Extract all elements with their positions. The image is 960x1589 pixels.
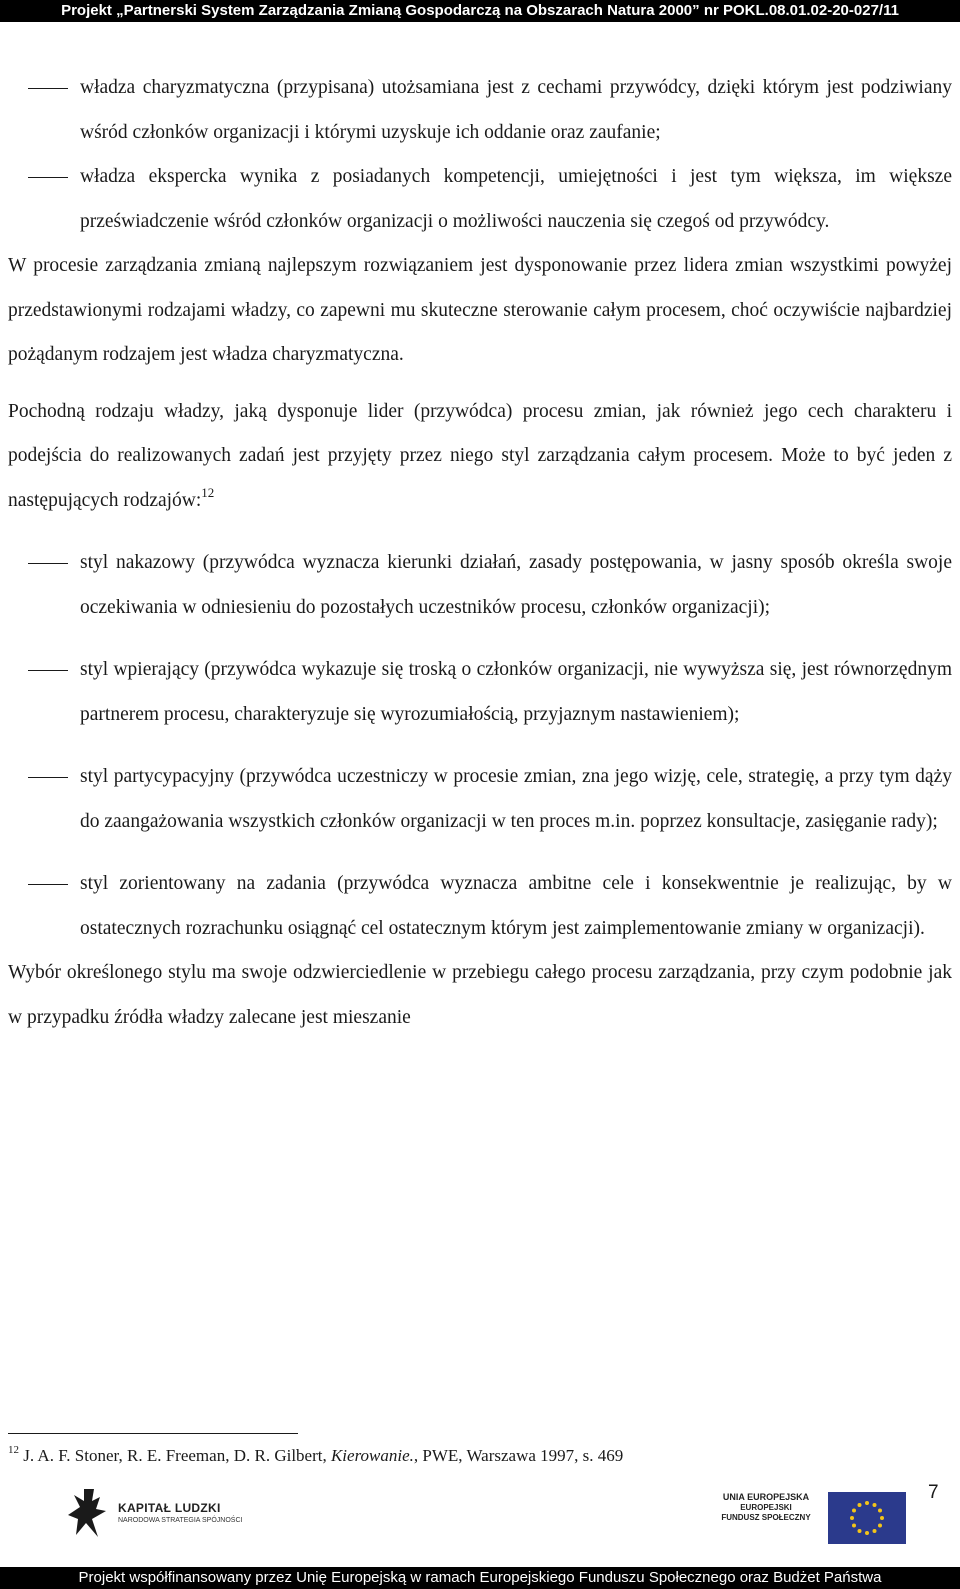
dash-bullet: [28, 177, 68, 178]
dash-bullet: [28, 563, 68, 564]
paragraph: [8, 390, 952, 524]
kapital-ludzki-subtitle: NARODOWA STRATEGIA SPÓJNOŚCI: [118, 1517, 243, 1524]
kapital-ludzki-logo: [66, 1485, 243, 1545]
eu-star-icon: [865, 1501, 869, 1505]
footnote-ref: 12: [201, 484, 215, 500]
kapital-ludzki-title: KAPITAŁ LUDZKI: [118, 1501, 221, 1515]
list-item: [8, 541, 952, 630]
eu-star-icon: [873, 1529, 877, 1533]
footnote-divider: [8, 1433, 298, 1434]
eu-star-icon: [880, 1516, 884, 1520]
eu-star-icon: [865, 1531, 869, 1535]
eu-logo-line3: FUNDUSZ SPOŁECZNY: [721, 1513, 811, 1522]
eu-star-icon: [858, 1503, 862, 1507]
list-item-text: styl wpierający (przywódca wykazuje się troską o członków organizacji, nie wywyższa się, jest równorzędnym partnerem procesu, charakteryzuje się wyrozumiałością, przyjaznym nastawieniem);: [80, 659, 952, 725]
eu-logo-line2: EUROPEJSKI: [740, 1503, 792, 1512]
eu-star-icon: [878, 1509, 882, 1513]
list-item-text: styl zorientowany na zadania (przywódca wyznacza ambitne cele i konsekwentnie je realizując, by w ostatecznych rozrachunku osiągnąć cel ostatecznym którym jest zaimplementowanie zmiany w organizacji).: [80, 873, 952, 939]
eu-star-icon: [852, 1509, 856, 1513]
footnote-title: Kierowanie.: [330, 1446, 414, 1465]
dash-bullet: [28, 884, 68, 885]
paragraph: Wybór określonego stylu ma swoje odzwierciedlenie w przebiegu całego procesu zarządzania, przy czym podobnie jak w przypadku źródła władzy zalecane jest mieszanie: [8, 962, 952, 1028]
footnote-publisher: , PWE, Warszawa 1997, s. 469: [413, 1446, 624, 1465]
list-item: [8, 648, 952, 737]
page-number: 7: [928, 1482, 939, 1503]
eu-star-icon: [850, 1516, 854, 1520]
eu-logo-text: [710, 1492, 822, 1523]
dash-bullet: [28, 670, 68, 671]
eu-flag-icon: [828, 1492, 906, 1544]
eu-logo: [710, 1492, 910, 1548]
dash-bullet: [28, 777, 68, 778]
list-item: [8, 66, 952, 155]
footnote-number: 12: [8, 1444, 19, 1456]
list-item: [8, 155, 952, 244]
dash-bullet: [28, 88, 68, 89]
list-item: [8, 862, 952, 951]
paragraph: W procesie zarządzania zmianą najlepszym rozwiązaniem jest dysponowanie przez lidera zmian wszystkimi powyżej przedstawionymi rodzajami władzy, co zapewni mu skuteczne sterowanie całym procesem, choć oczywiście najbardziej pożądanym rodzajem jest władza charyzmatyczna.: [8, 255, 952, 365]
page-footer: Projekt współfinansowany przez Unię Europejską w ramach Europejskiego Funduszu Społecznego oraz Budżet Państwa: [0, 1567, 960, 1589]
list-item-text: styl partycypacyjny (przywódca uczestniczy w procesie zmian, zna jego wizję, cele, strategię, a przy tym dąży do zaangażowania wszystkich członków organizacji w ten proces m.in. poprzez konsultacje, zasięganie rady);: [80, 766, 952, 832]
eu-star-icon: [878, 1524, 882, 1528]
list-item-text: władza ekspercka wynika z posiadanych kompetencji, umiejętności i jest tym większa, im większe przeświadczenie wśród członków organizacji o możliwości nauczenia się czegoś od przywódcy.: [80, 166, 952, 232]
document-body: [8, 66, 952, 1040]
eu-star-icon: [873, 1503, 877, 1507]
kapital-ludzki-icon: [66, 1485, 112, 1541]
page-header: Projekt „Partnerski System Zarządzania Zmianą Gospodarczą na Obszarach Natura 2000” nr POKL.08.01.02-20-027/11: [0, 0, 960, 22]
eu-logo-line1: UNIA EUROPEJSKA: [722, 1492, 810, 1502]
footnote-authors: J. A. F. Stoner, R. E. Freeman, D. R. Gilbert,: [23, 1446, 331, 1465]
paragraph-text: Pochodną rodzaju władzy, jaką dysponuje lider (przywódca) procesu zmian, jak również jego cech charakteru i podejścia do realizowanych zadań jest przyjęty przez niego styl zarządzania całym procesem. Może to być jeden z następujących rodzajów:: [8, 400, 952, 511]
eu-star-icon: [852, 1524, 856, 1528]
list-item: [8, 755, 952, 844]
eu-star-icon: [858, 1529, 862, 1533]
footnote: [8, 1444, 908, 1468]
list-item-text: styl nakazowy (przywódca wyznacza kierunki działań, zasady postępowania, w jasny sposób określa swoje oczekiwania w odniesieniu do pozostałych uczestników procesu, członków organizacji);: [80, 552, 952, 618]
list-item-text: władza charyzmatyczna (przypisana) utożsamiana jest z cechami przywódcy, dzięki którym jest podziwiany wśród członków organizacji i którymi uzyskuje ich oddanie oraz zaufanie;: [80, 77, 952, 143]
